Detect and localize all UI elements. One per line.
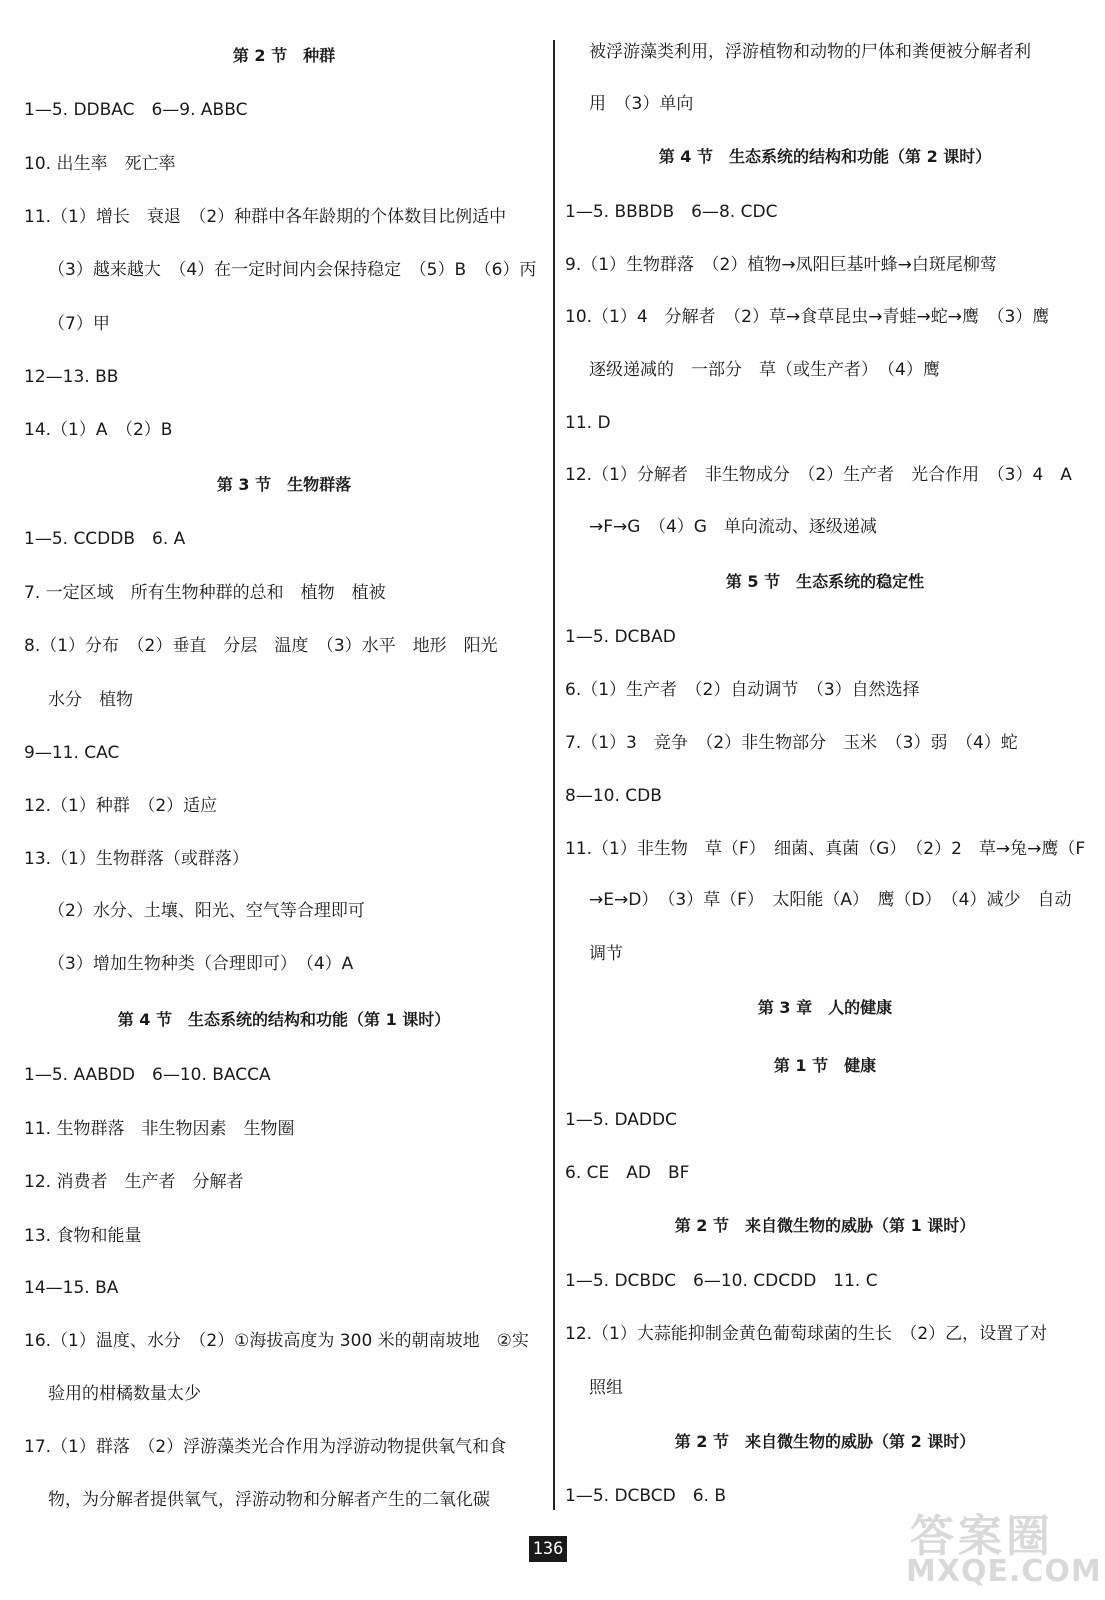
answer-line: 用 （3）单向 [589,94,694,114]
answer-line: 9.（1）生物群落 （2）植物→凤阳巨基叶蜂→白斑尾柳莺 [565,255,997,275]
answer-line: 11. D [565,413,611,433]
answer-line: 7.（1）3 竞争 （2）非生物部分 玉米 （3）弱 （4）蛇 [565,733,1018,753]
answer-line: 11. 生物群落 非生物因素 生物圈 [24,1119,295,1139]
answer-line: 水分 植物 [48,690,133,710]
answer-line: 6.（1）生产者 （2）自动调节 （3）自然选择 [565,680,920,700]
column-divider [553,40,555,1510]
answer-line: →F→G （4）G 单向流动、逐级递减 [589,517,877,537]
answer-line: 调节 [589,944,623,964]
answer-line: 12. 消费者 生产者 分解者 [24,1172,244,1192]
section-heading: 第 2 节 来自微生物的威胁（第 2 课时） [674,1432,976,1451]
section-heading: 第 3 节 生物群落 [216,475,352,494]
answer-line: 17.（1）群落 （2）浮游藻类光合作用为浮游动物提供氧气和食 [24,1437,507,1457]
answer-line: 1—5. DADDC [565,1110,677,1130]
answer-line: 照组 [589,1378,623,1398]
answer-line: 12.（1）种群 （2）适应 [24,796,218,816]
answer-line: （7）甲 [48,314,110,334]
answer-line: （3）越来越大 （4）在一定时间内会保持稳定 （5）B （6）丙 [48,260,537,280]
section-heading: 第 4 节 生态系统的结构和功能（第 1 课时） [117,1010,451,1029]
watermark-url: MXQE.COM [906,1554,1102,1589]
answer-line: 12—13. BB [24,367,119,387]
answer-line: 12.（1）大蒜能抑制金黄色葡萄球菌的生长 （2）乙，设置了对 [565,1324,1048,1344]
answer-line: →E→D） （3）草（F） 太阳能（A） 鹰（D） （4）减少 自动 [589,890,1072,910]
section-heading: 第 5 节 生态系统的稳定性 [725,572,925,591]
answer-line: 逐级递减的 一部分 草（或生产者） （4）鹰 [589,360,940,380]
answer-line: 1—5. DDBAC 6—9. ABBC [24,100,248,120]
answer-line: 1—5. DCBCD 6. B [565,1486,727,1506]
answer-line: 11.（1）增长 衰退 （2）种群中各年龄期的个体数目比例适中 [24,207,507,227]
answer-line: 13.（1）生物群落（或群落） [24,849,249,869]
answer-line: 被浮游藻类利用，浮游植物和动物的尸体和粪便被分解者利 [589,42,1031,62]
answer-line: 物，为分解者提供氧气，浮游动物和分解者产生的二氧化碳 [48,1490,490,1510]
section-heading: 第 2 节 来自微生物的威胁（第 1 课时） [674,1216,976,1235]
answer-line: 11.（1）非生物 草（F） 细菌、真菌（G） （2）2 草→兔→鹰（F [565,839,1086,859]
answer-line: （2）水分、土壤、阳光、空气等合理即可 [48,901,365,921]
answer-line: 13. 食物和能量 [24,1226,142,1246]
watermark-text: 答案圈 [910,1511,1054,1562]
section-heading: 第 4 节 生态系统的结构和功能（第 2 课时） [658,147,992,166]
answer-line: 1—5. AABDD 6—10. BACCA [24,1065,271,1085]
answer-line: 8—10. CDB [565,786,662,806]
answer-line: （3）增加生物种类（合理即可） （4）A [48,954,354,974]
section-heading: 第 1 节 健康 [773,1056,877,1075]
answer-line: 6. CE AD BF [565,1163,690,1183]
answer-line: 10.（1）4 分解者 （2）草→食草昆虫→青蛙→蛇→鹰 （3）鹰 [565,307,1050,327]
answer-line: 14.（1）A （2）B [24,420,173,440]
answer-line: 7. 一定区域 所有生物种群的总和 植物 植被 [24,583,386,603]
answer-line: 1—5. DCBDC 6—10. CDCDD 11. C [565,1271,878,1291]
page-number: 136 [529,1536,567,1562]
answer-line: 1—5. DCBAD [565,627,676,647]
watermark-logo [900,1500,1100,1596]
section-heading: 第 2 节 种群 [232,46,336,65]
answer-line: 8.（1）分布 （2）垂直 分层 温度 （3）水平 地形 阳光 [24,636,498,656]
chapter-heading: 第 3 章 人的健康 [757,998,893,1017]
answer-line: 9—11. CAC [24,743,120,763]
answer-line: 1—5. BBBDB 6—8. CDC [565,202,778,222]
answer-line: 1—5. CCDDB 6. A [24,529,186,549]
answer-line: 16.（1）温度、水分 （2）①海拔高度为 300 米的朝南坡地 ②实 [24,1331,529,1351]
answer-line: 验用的柑橘数量太少 [48,1384,201,1404]
answer-line: 14—15. BA [24,1278,119,1298]
answer-line: 10. 出生率 死亡率 [24,154,176,174]
answer-line: 12.（1）分解者 非生物成分 （2）生产者 光合作用 （3）4 A [565,465,1072,485]
